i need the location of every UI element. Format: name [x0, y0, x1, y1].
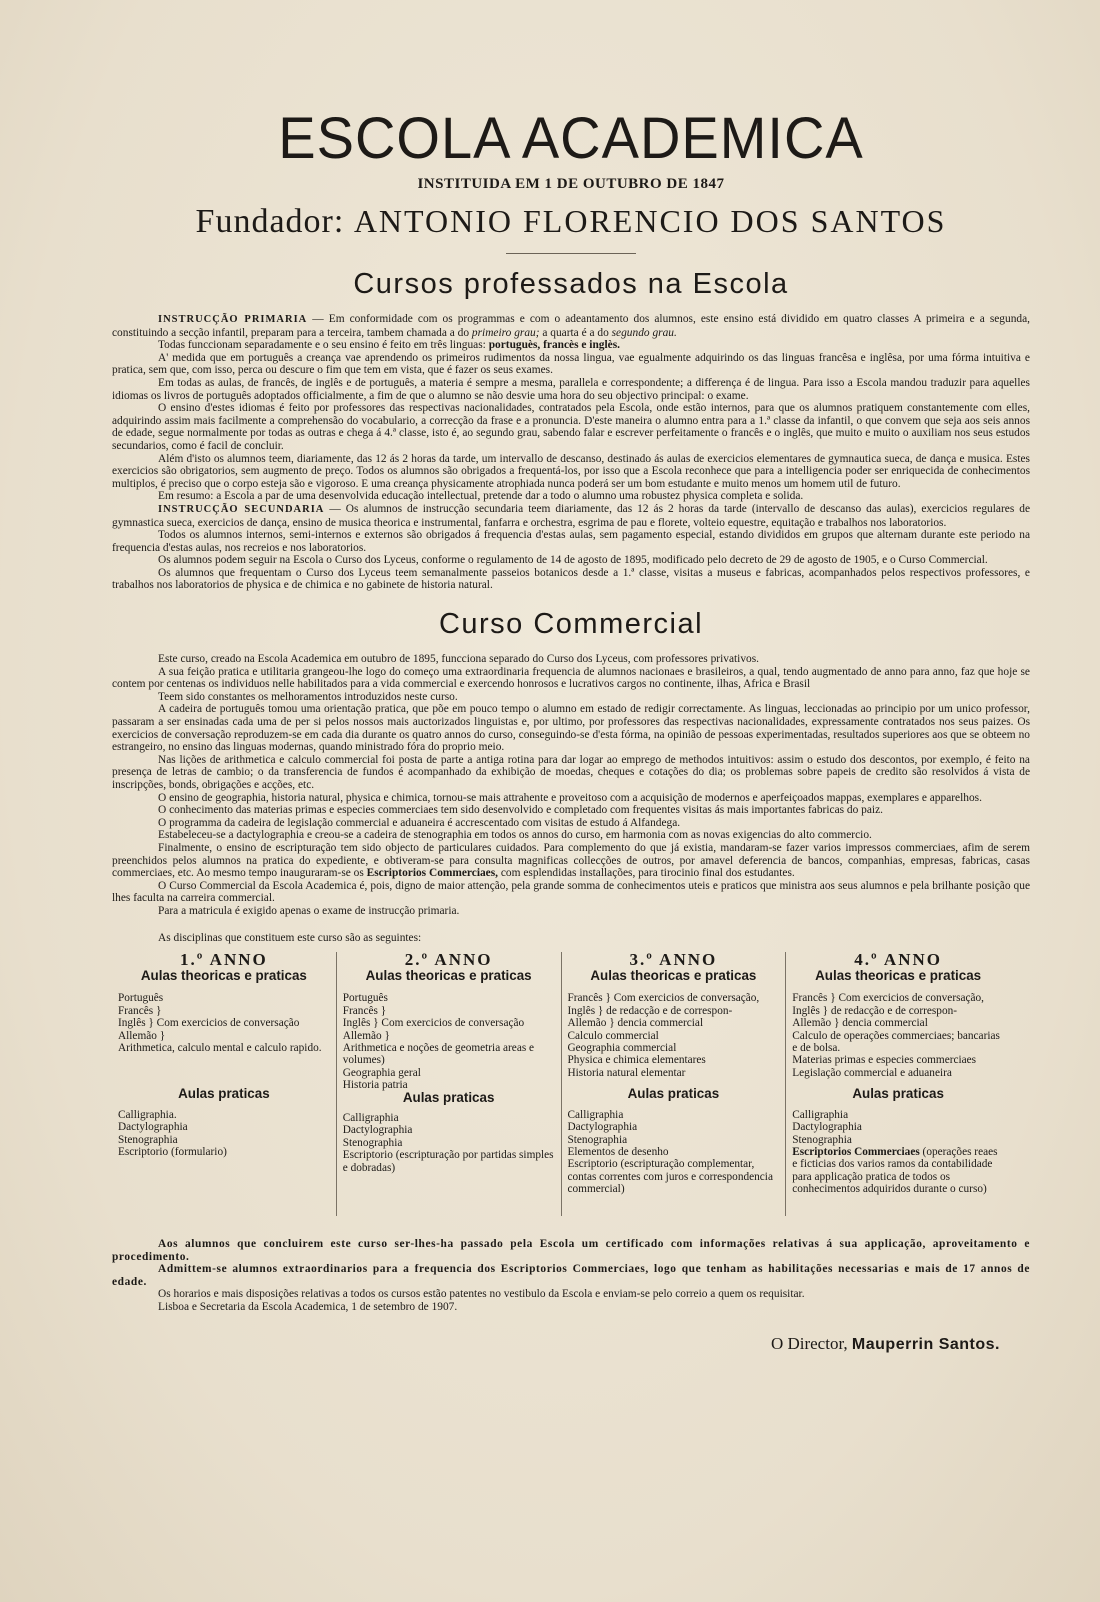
list-item: Geographia commercial [567, 1041, 677, 1054]
paragraph: Estabeleceu-se a dactylographia e creou-se a cadeira de stenographia em todos os annos do curso, em harmonia com as novas exigencias do alto commercio. [158, 829, 872, 842]
list-item: Geographia geral [342, 1066, 421, 1079]
theory-title: Aulas theoricas e praticas [590, 967, 757, 983]
year-title: 1.º ANNO [180, 949, 268, 969]
paragraph: O conhecimento das materias primas e especies commerciaes tem sido desenvolvido e completado com frequentes visitas ás mais importantes fabricas do paiz. [158, 804, 883, 817]
notice-block [112, 1238, 1030, 1314]
founder-name: ANTONIO FLORENCIO DOS SANTOS [353, 203, 947, 239]
practical-title: Aulas praticas [402, 1089, 495, 1105]
list-item: Calculo commercial [567, 1029, 659, 1042]
list-item: Allemão } dencia commercial [792, 1017, 928, 1030]
list-item [792, 1146, 1004, 1196]
paragraph: O ensino d'estes idiomas é feito por professores das respectivas nacionalidades, contratados pela Escola, onde estão internos, para que os alumnos pratiquem constantemente com elles, adquirindo assim mais facilmente a comprehensão do vocabulario, a correcção da frase e a pronuncia. D'este maneira o alumno entra para a 1.ª classe da infantil, o que convem que seja aos seis annos de edade, segue normalmente por todas as outras e chega á 4.ª classe, isto é, ao segundo grau, sabendo falar e escrever perfeitamente o francês e o inglês, que muito e muito o auxiliam nos seus estudos secundarios, como é facil de concluir. [112, 402, 1030, 452]
paragraph: Este curso, creado na Escola Academica em outubro de 1895, funcciona separado do Curso dos Lyceus, com professores privativos. [158, 653, 759, 666]
paragraph: Os alumnos que frequentam o Curso dos Lyceus teem semanalmente passeios botanicos desde a 1.ª classe, visitas a museus e fabricas, acompanhados pelos respectivos professores, e trabalhos nos laboratorios de physica e de chimica e no gabinete de historia natural. [112, 566, 1030, 592]
primary-text: — Em conformidade com os programmas e com o adeantamento dos alumnos, este ensino está dividido em quatro classes A primeira e a segunda, constituindo a secção infantil, preparam para a terceira, tambem chamada a do [112, 313, 1030, 339]
list-item: Dactylographia [792, 1121, 862, 1134]
theory-list [343, 992, 555, 1091]
primary-paragraph [112, 313, 1030, 339]
secondary-lead: INSTRUCÇÃO SECUNDARIA [158, 503, 325, 515]
year-title: 4.º ANNO [854, 949, 942, 969]
theory-title: Aulas theoricas e praticas [815, 967, 982, 983]
escriptorios-paragraph [112, 842, 1030, 880]
list-item: Inglês } de redacção e de correspon- [792, 1004, 957, 1017]
primary-grade-second: segundo grau. [611, 326, 677, 339]
year-column [786, 949, 1010, 1216]
escriptorios-label: Escriptorios Commerciaes [792, 1145, 920, 1158]
languages-text: Todas funccionam separadamente e o seu ensino é feito em três linguas: [158, 339, 489, 352]
list-item: Francês } [342, 1004, 387, 1017]
escriptorios-detail: (operações reaes e ficticias dos varios ramos da contabilidade para applicação pratica de todos os conhecimentos adquiridos durante o curso) [792, 1145, 998, 1196]
divider [506, 253, 636, 254]
list-item: Dactylographia [567, 1121, 638, 1134]
practical-title: Aulas praticas [627, 1086, 720, 1102]
paragraph: Teem sido constantes os melhoramentos introduzidos neste curso. [158, 690, 458, 703]
practical-list [118, 1109, 330, 1213]
paragraph: O ensino de geographia, historia natural, physica e chimica, tornou-se mais attrahente e proveitoso com a acquisição de modernos e aperfeiçoados mappas, exemplares e apparelhos. [158, 791, 982, 804]
list-item: Calligraphia [342, 1112, 399, 1124]
list-item: Stenographia [342, 1136, 403, 1149]
list-item: Calligraphia [792, 1108, 849, 1121]
list-item: Escriptorio (escripturação complementar, contas correntes com juros e correspondencia commercial) [567, 1158, 773, 1196]
list-item: Francês } Com exercicios de conversação, [792, 992, 984, 1005]
paragraph: Além d'isto os alumnos teem, diariamente, das 12 ás 2 horas da tarde, um intervallo de descanso, destinado ás aulas de exercicios elementares de gymnautica sueca, de dança e musica. Estes exercicios são obrigatorios, sem augmento de preço. Todos os alumnos são obrigados a frequentá-los, por isso que a Escola reconhece que para a intelligencia poder ser enriquecida de conhecimentos multiplos, é preciso que o corpo esteja são e vigoroso. E uma creança physicamente atrophiada nunca poderá ser um bom estudante e muito menos um homem util de futuro. [112, 452, 1030, 490]
list-item: Dactylographia [118, 1121, 188, 1134]
list-item: Legislação commercial e aduaneira [792, 1066, 952, 1079]
secondary-text: — Os alumnos de instrucção secundaria teem diariamente, das 12 ás 2 horas da tarde (intervallo de descanso das aulas), exercicios regulares de gymnastica sueca, exercicios de dança, ensino de musica theorica e instrumental, fanfarra e orchestra, esgrima de pau e florete, volteio equestre, equitação e trabalhos nos laboratorios. [112, 502, 1030, 529]
paragraph: A' medida que em português a creança vae aprendendo os primeiros rudimentos da nossa lingua, vae egualmente adquirindo os das linguas francêsa e inglêsa, por uma fórma intuitiva e pratica, sem que, com isso, perca ou descure o fim que tem em vista, que é fazer os seus exames. [112, 351, 1030, 377]
theory-list [792, 992, 1004, 1088]
courses-title: Cursos professados na Escola [353, 268, 789, 300]
date-line: Lisboa e Secretaria da Escola Academica, 1 de setembro de 1907. [158, 1300, 458, 1313]
signature [112, 1334, 1030, 1354]
founder-label: Fundador: [195, 203, 345, 240]
list-item: Arithmetica, calculo mental e calculo rapido. [118, 1041, 322, 1054]
list-item: Francês } Com exercicios de conversação, [567, 992, 760, 1005]
paragraph: O programma da cadeira de legislação commercial e aduaneira é accrescentado com visitas de estudo á Alfandega. [158, 816, 681, 829]
list-item: Arithmetica e noções de geometria areas e volumes) [342, 1041, 535, 1067]
practical-list [792, 1109, 1004, 1213]
primary-grade-first: primeiro grau; [471, 326, 540, 339]
disciplines-intro: As disciplinas que constituem este curso são as seguintes: [158, 931, 422, 944]
year-column [112, 949, 337, 1216]
list-item: Historia natural elementar [567, 1066, 686, 1079]
list-item: Stenographia [567, 1133, 628, 1146]
list-item: Allemão } [342, 1029, 390, 1042]
director-name: Mauperrin Santos. [851, 1335, 1000, 1353]
list-item: Stenographia [792, 1133, 852, 1146]
primary-lead: INSTRUCÇÃO PRIMARIA [158, 314, 308, 325]
schedule-notice: Os horarios e mais disposições relativas a todos os cursos estão patentes no vestibulo da Escola e enviam-se pelo correio a quem os requisitar. [158, 1288, 805, 1301]
practical-list [568, 1109, 780, 1213]
list-item: Calligraphia. [118, 1108, 177, 1121]
languages-paragraph [112, 339, 1030, 352]
list-item: Escriptorio (formulario) [118, 1145, 227, 1158]
year-column [562, 949, 787, 1216]
paragraph: A cadeira de português tomou uma orientação pratica, que põe em pouco tempo o alumno em estado de redigir correctamente. As linguas, leccionadas ao principio por um unico professor, passaram a ser ensinadas cada uma de per si pelos nossos mais auctorizados linguistas e, por ultimo, por professores das respectivas nacionalidades, expressamente contratados nos seus paizes. Os exercicios de conversação reproduzem-se em cada dia durante os quatro annos do curso, conseguindo-se d'esta fórma, na opinião de pessoas experimentadas, resultados superiores aos que se obteem no estrangeiro, no ensino das linguas modernas, quando ministrado fóra do proprio meio. [112, 703, 1030, 754]
theory-list [118, 992, 330, 1088]
escriptorios-text-b: com esplendidas installações, para tirocinio final dos estudantes. [498, 867, 795, 880]
paragraph: Para a matricula é exigido apenas o exame de instrucção primaria. [158, 904, 460, 917]
year-title: 3.º ANNO [629, 949, 718, 969]
theory-title: Aulas theoricas e praticas [365, 967, 532, 983]
list-item: Elementos de desenho [567, 1145, 669, 1158]
commercial-body [112, 653, 1030, 917]
paragraph: Todos os alumnos internos, semi-internos e externos são obrigados á frequencia d'estas aulas, sem pagamento especial, estando divididos em grupos que alternam durante este periodo na frequencia d'estas aulas, nos recreios e nos laboratorios. [112, 529, 1030, 554]
list-item: Allemão } [118, 1029, 166, 1042]
paragraph: Os alumnos podem seguir na Escola o Curso dos Lyceus, conforme o regulamento de 14 de agosto de 1895, modificado pelo decreto de 29 de agosto de 1905, e o Curso Commercial. [158, 554, 988, 567]
list-item: Inglês } de redacção e de correspon- [567, 1004, 733, 1017]
courses-body [112, 313, 1030, 592]
list-item: Stenographia [118, 1133, 178, 1146]
list-item: Escriptorio (escripturação por partidas simples e dobradas) [342, 1149, 554, 1174]
list-item: Historia patria [342, 1079, 408, 1092]
list-item: Allemão } dencia commercial [567, 1017, 704, 1030]
paragraph: O Curso Commercial da Escola Academica é, pois, digno de maior attenção, pela grande somma de conhecimentos uteis e praticos que ministra aos seus alumnos e pela brilhante posição que lhes faculta na carreira commercial. [112, 879, 1030, 905]
escriptorios-bold: Escriptorios Commerciaes, [366, 867, 499, 880]
practical-list [343, 1112, 555, 1216]
escriptorios-text: Finalmente, o ensino de escripturação tem sido objecto de particulares cuidados. Para complemento do que já existia, mandaram-se fazer varios impressos commerciaes, afim de serem preenchidos pelos alumnos na pratica do expediente, e obtiveram-se para consulta magnificas collecções de outros, por amavel deferencia de bancos, companhias, empresas, fabricas, casas commerciaes, etc. Ao mesmo tempo inauguraram-se os [112, 841, 1030, 880]
director-label: O Director, [770, 1333, 848, 1353]
paragraph: Nas lições de arithmetica e calculo commercial foi posta de parte a antiga rotina para dar logar ao emprego de methodos intuitivos: assim o estudo dos descontos, por exemplo, é feito na presença de letras de cambio; o da transferencia de fundos é acompanhado da exhibição de moedas, cheques e cotações do dia; os problemas sobre papeis de credito são resolvidos á vista de inscripções, bonds, obrigações e acções, etc. [112, 753, 1030, 791]
year-title: 2.º ANNO [404, 949, 493, 969]
commercial-title: Curso Commercial [438, 608, 704, 641]
languages-list: portuguès, francès e inglès. [488, 339, 620, 352]
list-item: Calligraphia [567, 1108, 624, 1121]
years-table [112, 949, 1010, 1216]
year-column [337, 949, 562, 1216]
list-item: Dactylographia [342, 1124, 413, 1137]
paragraph: Em todas as aulas, de francês, de inglês e de português, a materia é sempre a mesma, parallela e correspondente; a differença é de lingua. Para isso a Escola mandou traduzir para aquelles idiomas os livros de português adoptados officialmente, a fim de que o alumno se não desvie uma hora do seu objectivo principal: o exame. [112, 376, 1030, 402]
instituted-date: INSTITUIDA EM 1 DE OUTUBRO DE 1847 [417, 176, 725, 192]
school-title: ESCOLA ACADEMICA [278, 104, 864, 171]
list-item: Português [342, 992, 388, 1005]
certificate-notice: Aos alumnos que concluirem este curso ser-lhes-ha passado pela Escola um certificado com informações relativas á sua applicação, aproveitamento e procedimento. [112, 1238, 1030, 1263]
list-item: Physica e chimica elementares [567, 1054, 706, 1067]
list-item: Português [118, 992, 164, 1005]
theory-list [568, 992, 780, 1088]
paragraph: Em resumo: a Escola a par de uma desenvolvida educação intellectual, pretende dar a todo o alumno uma robustez physica completa e solida. [158, 490, 804, 503]
list-item: Materias primas e especies commerciaes [792, 1054, 977, 1067]
practical-title: Aulas praticas [852, 1086, 944, 1102]
list-item: Francês } [118, 1004, 162, 1017]
list-item: Calculo de operações commerciaes; bancarias e de bolsa. [792, 1029, 1000, 1054]
founder-line [112, 203, 1030, 241]
paragraph: A sua feição pratica e utilitaria grangeou-lhe logo do começo uma extraordinaria frequencia de alumnos nacionaes e brasileiros, a qual, tendo augmentado de anno para anno, faz que hoje se contem por centenas os individuos nelle habilitados para a vida commercial e exercendo honrosos e lucrativos cargos no continente, ilhas, Africa e Brasil [112, 665, 1030, 691]
extraordinary-notice: Admittem-se alumnos extraordinarios para a frequencia dos Escriptorios Commerciaes, logo que tenham as habilitações necessarias e mais de 17 annos de edade. [112, 1263, 1030, 1288]
practical-title: Aulas praticas [178, 1086, 270, 1102]
list-item: Inglês } Com exercicios de conversação [342, 1017, 525, 1030]
theory-title: Aulas theoricas e praticas [140, 967, 307, 983]
secondary-paragraph [112, 503, 1030, 529]
list-item: Inglês } Com exercicios de conversação [118, 1017, 300, 1030]
primary-text-b: a quarta é a do [539, 326, 612, 339]
